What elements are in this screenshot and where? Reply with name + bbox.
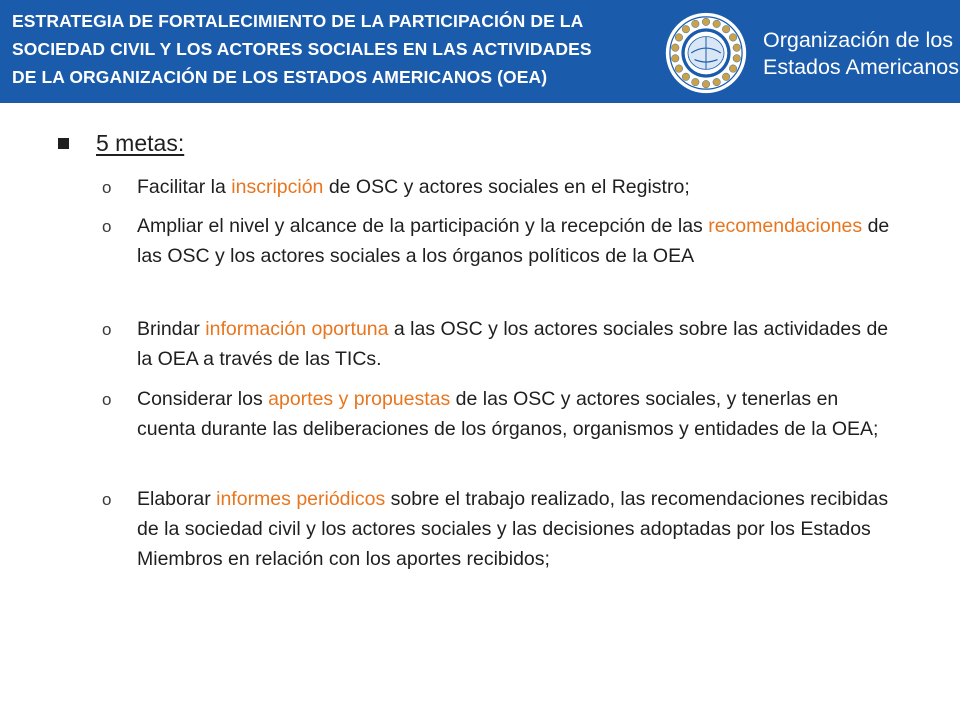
goal-text: Facilitar la inscripción de OSC y actores sociales en el Registro;	[137, 176, 690, 198]
circle-bullet-icon: o	[102, 217, 112, 236]
title-line: SOCIEDAD CIVIL Y LOS ACTORES SOCIALES EN LAS ACTIVIDADES	[12, 39, 592, 59]
goal-keyword: inscripción	[231, 176, 324, 198]
goals-heading-text: 5 metas:	[96, 130, 185, 156]
goal-text: Considerar los aportes y propuestas de las OSC y actores sociales, y tenerlas en cuenta durante las deliberaciones de los órganos, organismos y entidades de la OEA;	[137, 388, 879, 440]
circle-bullet-icon: o	[102, 178, 112, 197]
square-bullet-icon	[58, 138, 69, 149]
header-banner	[0, 0, 960, 103]
goal-text: Brindar información oportuna a las OSC y los actores sociales sobre las actividades de la OEA a través de las TICs.	[137, 318, 889, 370]
circle-bullet-icon: o	[102, 320, 112, 339]
list-item	[102, 384, 902, 444]
list-item	[102, 211, 902, 271]
goal-keyword: informes periódicos	[216, 488, 386, 510]
org-name-line: Estados Americanos	[763, 55, 959, 79]
goal-keyword: información oportuna	[205, 318, 389, 340]
list-item	[102, 484, 902, 574]
title-line: DE LA ORGANIZACIÓN DE LOS ESTADOS AMERICANOS (OEA)	[12, 67, 548, 87]
title-line: ESTRATEGIA DE FORTALECIMIENTO DE LA PARTICIPACIÓN DE LA	[12, 11, 584, 31]
organization-name	[763, 27, 959, 81]
oas-seal-logo	[665, 12, 747, 94]
goal-text: Ampliar el nivel y alcance de la participación y la recepción de las recomendaciones de las OSC y los actores sociales a los órganos políticos de la OEA	[137, 215, 890, 267]
goal-keyword: aportes y propuestas	[268, 388, 451, 410]
slide-title	[12, 7, 652, 91]
org-name-line: Organización de los	[763, 28, 954, 52]
circle-bullet-icon: o	[102, 490, 112, 509]
list-item	[102, 314, 902, 374]
goal-text: Elaborar informes periódicos sobre el trabajo realizado, las recomendaciones recibidas de la sociedad civil y los actores sociales y las decisiones adoptadas por los Estados Miembros en relación con los aportes recibidos;	[137, 488, 889, 570]
circle-bullet-icon: o	[102, 390, 112, 409]
list-item	[102, 172, 902, 202]
goal-keyword: recomendaciones	[708, 215, 863, 237]
